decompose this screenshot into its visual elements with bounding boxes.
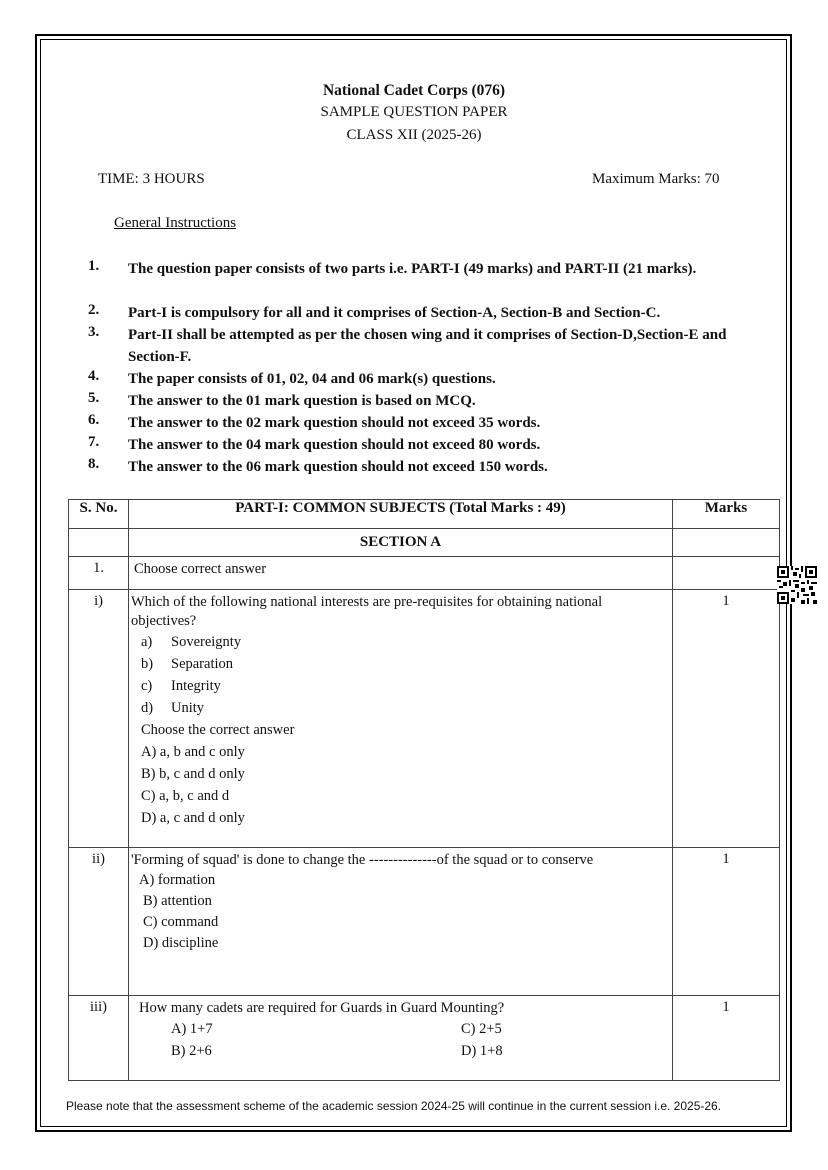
column-header-part: PART-I: COMMON SUBJECTS (Total Marks : 49)	[129, 500, 673, 529]
column-header-marks: Marks	[673, 500, 780, 529]
instruction-text: The answer to the 02 mark question should not exceed 35 words.	[128, 415, 541, 431]
table-row	[69, 557, 780, 590]
answer-option: D) a, c and d only	[141, 810, 245, 826]
answer-option: D) discipline	[143, 935, 219, 951]
instruction-text: The paper consists of 01, 02, 04 and 06 mark(s) questions.	[128, 371, 496, 387]
question-table	[68, 499, 780, 1081]
answer-option: C) 2+5	[461, 1021, 502, 1037]
question-text: 'Forming of squad' is done to change the --------------of the squad or to conserve	[131, 852, 594, 868]
question-text: How many cadets are required for Guards in Guard Mounting?	[139, 1000, 505, 1016]
max-marks-label: Maximum Marks: 70	[592, 171, 720, 187]
instruction-number: 7.	[88, 434, 100, 450]
option-row	[131, 1018, 670, 1040]
general-instructions-heading: General Instructions	[114, 215, 237, 231]
instruction-number: 5.	[88, 390, 100, 406]
question-number: iii)	[69, 996, 129, 1081]
instruction-text: The answer to the 06 mark question should not exceed 150 words.	[128, 459, 548, 475]
option-row	[131, 1040, 670, 1062]
paper-class: CLASS XII (2025-26)	[346, 127, 482, 143]
instruction-text: The answer to the 04 mark question should not exceed 80 words.	[128, 437, 541, 453]
option-letter: a)	[141, 634, 153, 650]
instruction-number: 4.	[88, 368, 100, 384]
instruction-number: 6.	[88, 412, 100, 428]
answer-option: B) 2+6	[171, 1043, 212, 1059]
paper-title: National Cadet Corps (076)	[322, 82, 506, 99]
qr-code-icon[interactable]	[777, 566, 817, 604]
option-letter: c)	[141, 678, 153, 694]
answer-option: C) command	[143, 914, 219, 930]
option-letter: b)	[141, 656, 154, 672]
option-list	[139, 870, 670, 954]
question-text: Choose correct answer	[129, 557, 673, 590]
instruction-text: The question paper consists of two parts i.e. PART-I (49 marks) and PART-II (21 marks).	[128, 261, 697, 277]
table-row	[69, 848, 780, 996]
option-text: Unity	[171, 700, 205, 716]
answer-option: B) attention	[143, 893, 212, 909]
answer-option: B) b, c and d only	[141, 766, 245, 782]
time-label: TIME: 3 HOURS	[98, 171, 205, 187]
question-cell	[129, 848, 673, 996]
list-item	[141, 631, 670, 653]
option-text: Sovereignty	[171, 634, 242, 650]
answer-option: A) formation	[139, 872, 216, 888]
paper-subtitle: SAMPLE QUESTION PAPER	[320, 104, 508, 120]
instruction-number: 3.	[88, 324, 100, 340]
option-list	[141, 631, 670, 829]
list-item	[141, 653, 670, 675]
question-marks: 1	[673, 590, 780, 848]
instruction-number: 2.	[88, 302, 100, 318]
question-number: ii)	[69, 848, 129, 996]
question-marks: 1	[673, 848, 780, 996]
instruction-number: 8.	[88, 456, 100, 472]
question-number: 1.	[69, 557, 129, 590]
answer-option: A) 1+7	[171, 1021, 213, 1037]
instruction-text: Part-II shall be attempted as per the chosen wing and it comprises of Section-D,Section-E and Section-F.	[128, 327, 727, 365]
list-item	[141, 697, 670, 719]
footer-note: Please note that the assessment scheme of the academic session 2024-25 will continue in the current session i.e. 2025-26.	[66, 1099, 722, 1113]
section-title: SECTION A	[129, 529, 673, 557]
section-row	[69, 529, 780, 557]
answer-option: A) a, b and c only	[141, 744, 245, 760]
answer-option: D) 1+8	[461, 1043, 503, 1059]
question-marks: 1	[673, 996, 780, 1081]
instruction-text: Part-I is compulsory for all and it comprises of Section-A, Section-B and Section-C.	[128, 305, 661, 321]
option-text: Separation	[171, 656, 234, 672]
answer-prompt: Choose the correct answer	[141, 722, 295, 738]
question-cell	[129, 590, 673, 848]
column-header-sno: S. No.	[69, 500, 129, 529]
question-text: Which of the following national interests are pre-requisites for obtaining national objectives?	[131, 594, 603, 629]
option-text: Integrity	[171, 678, 221, 694]
instruction-number: 1.	[88, 258, 100, 274]
list-item	[141, 675, 670, 697]
option-letter: d)	[141, 700, 154, 716]
question-cell	[129, 996, 673, 1081]
table-header-row	[69, 500, 780, 529]
question-number: i)	[69, 590, 129, 848]
answer-option: C) a, b, c and d	[141, 788, 230, 804]
instruction-text: The answer to the 01 mark question is based on MCQ.	[128, 393, 476, 409]
table-row	[69, 590, 780, 848]
table-row	[69, 996, 780, 1081]
